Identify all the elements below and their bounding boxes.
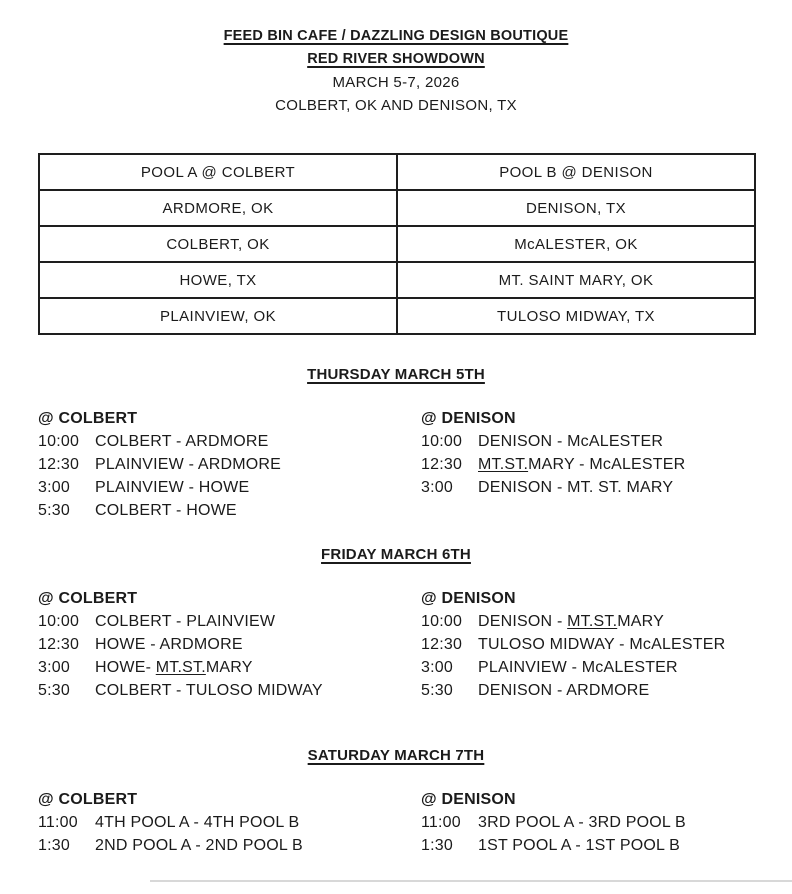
scan-artifact-line (150, 880, 792, 882)
venue-column (421, 788, 686, 857)
game-matchup: DENISON - MT. ST. MARY (478, 479, 674, 496)
pool-team-cell: COLBERT, OK (39, 226, 397, 262)
game-time: 10:00 (421, 613, 463, 630)
game-row (38, 499, 281, 522)
pool-team-cell: McALESTER, OK (397, 226, 755, 262)
pool-team-cell: TULOSO MIDWAY, TX (397, 298, 755, 334)
day-section (0, 363, 792, 519)
day-title (0, 363, 792, 386)
game-row (38, 679, 323, 702)
game-row (38, 430, 281, 453)
document-header (0, 25, 792, 117)
game-matchup: DENISON - McALESTER (478, 433, 664, 450)
game-time: 12:30 (38, 636, 80, 653)
game-time: 5:30 (38, 682, 70, 699)
event-subtitle: RED RIVER SHOWDOWN (307, 51, 485, 67)
day-title (0, 744, 792, 767)
day-section (0, 744, 792, 854)
game-time: 12:30 (421, 456, 463, 473)
venue-column (38, 407, 281, 522)
game-row (38, 811, 303, 834)
game-matchup: DENISON - ARDMORE (478, 682, 650, 699)
game-matchup: COLBERT - HOWE (95, 502, 237, 519)
pools-row (39, 298, 755, 334)
game-row (421, 834, 686, 857)
game-row (38, 476, 281, 499)
game-row (38, 834, 303, 857)
venue-column (38, 587, 323, 702)
game-time: 10:00 (421, 433, 463, 450)
pools-row (39, 190, 755, 226)
pool-team-cell: HOWE, TX (39, 262, 397, 298)
game-matchup: HOWE - ARDMORE (95, 636, 243, 653)
pools-row (39, 226, 755, 262)
pool-team-cell: DENISON, TX (397, 190, 755, 226)
game-matchup: COLBERT - PLAINVIEW (95, 613, 276, 630)
event-locations: COLBERT, OK AND DENISON, TX (275, 97, 517, 114)
game-matchup: TULOSO MIDWAY - McALESTER (478, 636, 726, 653)
pools-table (38, 153, 756, 335)
game-time: 10:00 (38, 613, 80, 630)
venue-title: @ DENISON (421, 410, 516, 427)
game-matchup: PLAINVIEW - McALESTER (478, 659, 678, 676)
event-dates: MARCH 5-7, 2026 (332, 74, 460, 91)
game-row (38, 656, 323, 679)
game-row (38, 610, 323, 633)
game-matchup: 2ND POOL A - 2ND POOL B (95, 837, 303, 854)
game-row (38, 453, 281, 476)
day-section (0, 543, 792, 699)
game-time: 5:30 (38, 502, 70, 519)
day-title (0, 543, 792, 566)
game-row (421, 453, 685, 476)
pools-body (39, 190, 755, 334)
venue-column (38, 788, 303, 857)
game-matchup: COLBERT - ARDMORE (95, 433, 269, 450)
pool-team-cell: ARDMORE, OK (39, 190, 397, 226)
event-title: FEED BIN CAFE / DAZZLING DESIGN BOUTIQUE (223, 28, 569, 44)
game-time: 12:30 (421, 636, 463, 653)
game-matchup: PLAINVIEW - ARDMORE (95, 456, 282, 473)
pool-header-cell: POOL A @ COLBERT (39, 154, 397, 190)
pool-team-cell: PLAINVIEW, OK (39, 298, 397, 334)
day-title-text: SATURDAY MARCH 7TH (307, 747, 485, 764)
day-title-text: FRIDAY MARCH 6TH (321, 546, 471, 563)
pool-header-cell: POOL B @ DENISON (397, 154, 755, 190)
game-time: 11:00 (421, 814, 461, 831)
game-row (38, 633, 323, 656)
game-time: 1:30 (421, 837, 453, 854)
game-row (421, 430, 685, 453)
game-matchup: 4TH POOL A - 4TH POOL B (95, 814, 300, 831)
game-time: 10:00 (38, 433, 80, 450)
day-title-text: THURSDAY MARCH 5TH (307, 366, 485, 383)
game-time: 12:30 (38, 456, 80, 473)
game-time: 3:00 (38, 479, 70, 496)
venue-title: @ COLBERT (38, 590, 138, 607)
game-matchup: 1ST POOL A - 1ST POOL B (478, 837, 681, 854)
venue-title: @ DENISON (421, 590, 516, 607)
game-row (421, 610, 725, 633)
venue-title: @ COLBERT (38, 791, 138, 808)
game-time: 5:30 (421, 682, 453, 699)
game-matchup: HOWE- MT.ST.MARY (95, 659, 253, 676)
venue-title: @ DENISON (421, 791, 516, 808)
game-time: 1:30 (38, 837, 70, 854)
game-time: 3:00 (421, 659, 453, 676)
game-time: 3:00 (38, 659, 70, 676)
game-row (421, 476, 685, 499)
game-time: 11:00 (38, 814, 78, 831)
game-row (421, 679, 725, 702)
pools-row (39, 262, 755, 298)
venue-title: @ COLBERT (38, 410, 138, 427)
game-matchup: PLAINVIEW - HOWE (95, 479, 250, 496)
game-row (421, 811, 686, 834)
pools-header-row (39, 154, 755, 190)
venue-column (421, 587, 725, 702)
game-matchup: COLBERT - TULOSO MIDWAY (95, 682, 323, 699)
game-time: 3:00 (421, 479, 453, 496)
pool-team-cell: MT. SAINT MARY, OK (397, 262, 755, 298)
game-row (421, 656, 725, 679)
game-row (421, 633, 725, 656)
game-matchup: DENISON - MT.ST.MARY (478, 613, 664, 630)
venue-column (421, 407, 685, 499)
game-matchup: MT.ST.MARY - McALESTER (478, 456, 686, 473)
game-matchup: 3RD POOL A - 3RD POOL B (478, 814, 686, 831)
